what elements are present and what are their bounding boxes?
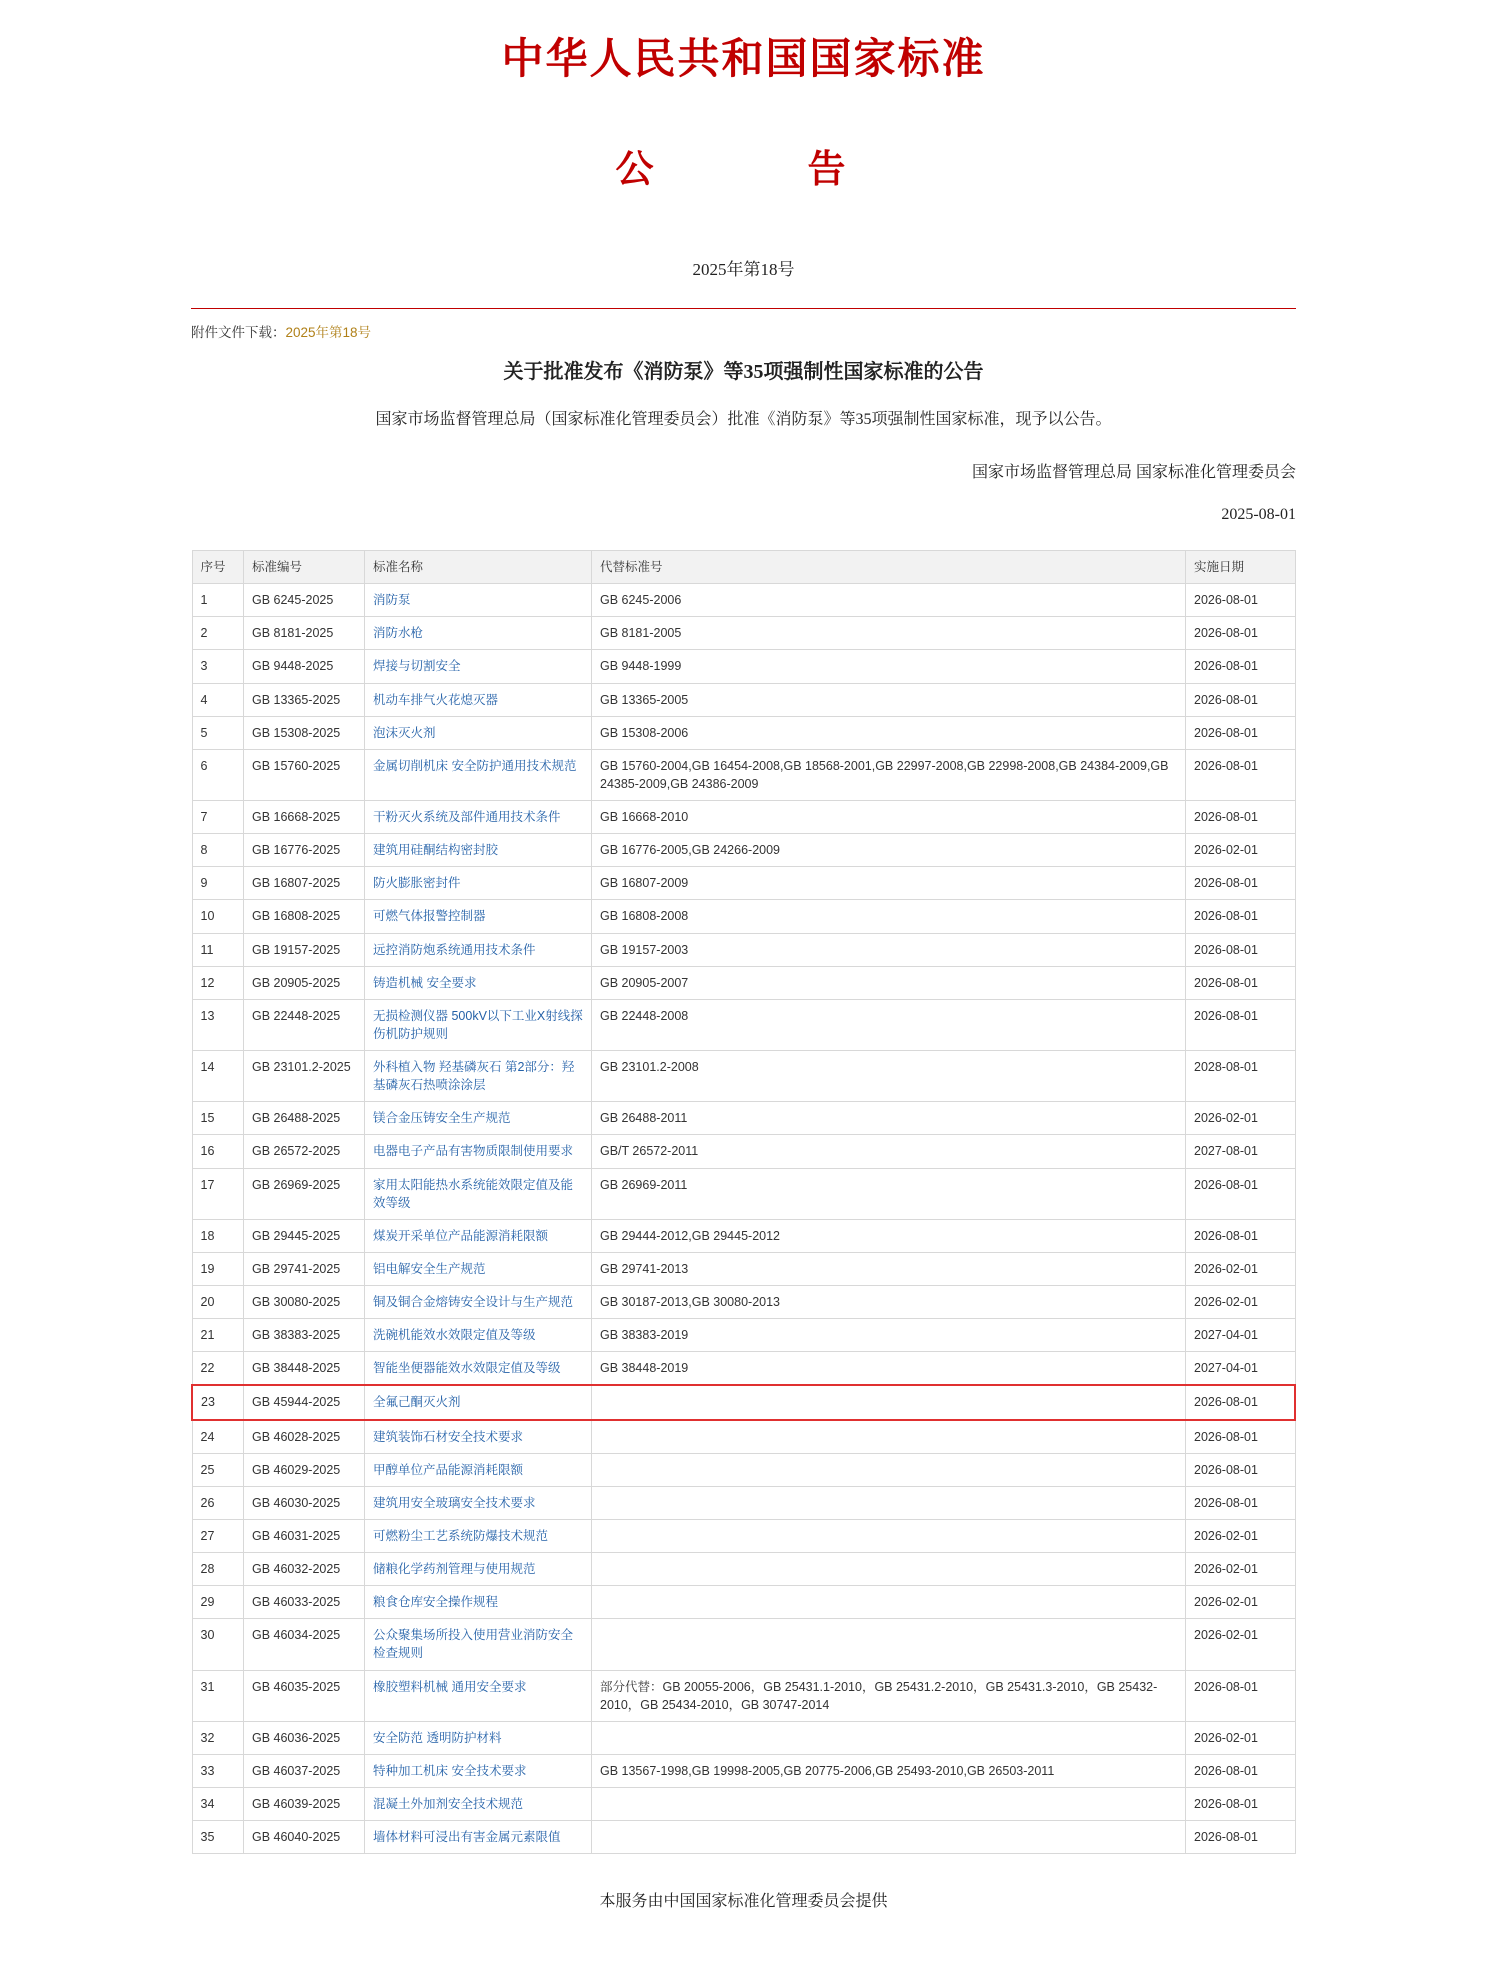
cell-standard-name[interactable]: 建筑用硅酮结构密封胶 (365, 834, 592, 867)
table-row (192, 716, 1295, 749)
table-row (192, 1102, 1295, 1135)
cell-index: 17 (192, 1168, 244, 1219)
table-row (192, 1519, 1295, 1552)
table-row (192, 933, 1295, 966)
cell-standard-name[interactable]: 安全防范 透明防护材料 (365, 1721, 592, 1754)
cell-standard-name[interactable]: 公众聚集场所投入使用营业消防安全检查规则 (365, 1619, 592, 1670)
cell-effective-date: 2026-08-01 (1186, 1670, 1296, 1721)
cell-standard-code: GB 46039-2025 (244, 1788, 365, 1821)
cell-standard-name[interactable]: 消防泵 (365, 584, 592, 617)
cell-replaced-standard: GB 16807-2009 (592, 867, 1186, 900)
cell-standard-name[interactable]: 洗碗机能效水效限定值及等级 (365, 1319, 592, 1352)
cell-effective-date: 2026-02-01 (1186, 1721, 1296, 1754)
table-row (192, 1821, 1295, 1854)
cell-standard-name[interactable]: 煤炭开采单位产品能源消耗限额 (365, 1219, 592, 1252)
cell-effective-date: 2026-02-01 (1186, 1519, 1296, 1552)
cell-standard-code: GB 46034-2025 (244, 1619, 365, 1670)
cell-standard-name[interactable]: 可燃粉尘工艺系统防爆技术规范 (365, 1519, 592, 1552)
document-body: 国家市场监督管理总局（国家标准化管理委员会）批准《消防泵》等35项强制性国家标准，现予以公告。 (375, 411, 1112, 428)
cell-standard-code: GB 46037-2025 (244, 1754, 365, 1787)
cell-index: 26 (192, 1486, 244, 1519)
table-row (192, 1586, 1295, 1619)
cell-replaced-standard: GB 22448-2008 (592, 999, 1186, 1050)
table-row (192, 834, 1295, 867)
cell-index: 29 (192, 1586, 244, 1619)
cell-effective-date: 2027-04-01 (1186, 1352, 1296, 1386)
cell-index: 31 (192, 1670, 244, 1721)
cell-standard-code: GB 16668-2025 (244, 801, 365, 834)
cell-index: 32 (192, 1721, 244, 1754)
cell-effective-date: 2026-08-01 (1186, 584, 1296, 617)
cell-standard-name[interactable]: 镁合金压铸安全生产规范 (365, 1102, 592, 1135)
cell-replaced-standard (592, 1519, 1186, 1552)
cell-effective-date: 2028-08-01 (1186, 1051, 1296, 1102)
cell-effective-date: 2026-08-01 (1186, 900, 1296, 933)
cell-standard-code: GB 46035-2025 (244, 1670, 365, 1721)
cell-effective-date: 2026-02-01 (1186, 834, 1296, 867)
cell-standard-name[interactable]: 干粉灭火系统及部件通用技术条件 (365, 801, 592, 834)
column-header-name: 标准名称 (365, 551, 592, 584)
table-row (192, 801, 1295, 834)
table-row (192, 1754, 1295, 1787)
cell-replaced-standard: GB 16668-2010 (592, 801, 1186, 834)
cell-replaced-standard (592, 1553, 1186, 1586)
cell-standard-code: GB 46033-2025 (244, 1586, 365, 1619)
cell-effective-date: 2026-08-01 (1186, 1453, 1296, 1486)
cell-effective-date: 2026-08-01 (1186, 1486, 1296, 1519)
cell-effective-date: 2026-02-01 (1186, 1252, 1296, 1285)
table-row (192, 1453, 1295, 1486)
cell-index: 7 (192, 801, 244, 834)
cell-replaced-standard: GB 15308-2006 (592, 716, 1186, 749)
cell-index: 23 (192, 1385, 244, 1419)
standards-table (191, 550, 1296, 1854)
cell-standard-code: GB 19157-2025 (244, 933, 365, 966)
cell-effective-date: 2026-08-01 (1186, 867, 1296, 900)
cell-effective-date: 2026-08-01 (1186, 1420, 1296, 1454)
cell-standard-code: GB 30080-2025 (244, 1286, 365, 1319)
cell-effective-date: 2026-08-01 (1186, 1385, 1296, 1419)
cell-index: 5 (192, 716, 244, 749)
cell-standard-code: GB 9448-2025 (244, 650, 365, 683)
table-row (192, 1670, 1295, 1721)
cell-index: 18 (192, 1219, 244, 1252)
cell-index: 34 (192, 1788, 244, 1821)
cell-effective-date: 2027-04-01 (1186, 1319, 1296, 1352)
table-row (192, 1135, 1295, 1168)
cell-index: 14 (192, 1051, 244, 1102)
cell-standard-code: GB 46028-2025 (244, 1420, 365, 1454)
cell-replaced-standard: GB 20905-2007 (592, 966, 1186, 999)
cell-effective-date: 2026-02-01 (1186, 1553, 1296, 1586)
table-row (192, 1252, 1295, 1285)
cell-standard-name[interactable]: 智能坐便器能效水效限定值及等级 (365, 1352, 592, 1386)
table-row (192, 1553, 1295, 1586)
cell-effective-date: 2026-08-01 (1186, 1821, 1296, 1854)
table-row (192, 1319, 1295, 1352)
cell-standard-code: GB 46032-2025 (244, 1553, 365, 1586)
cell-index: 35 (192, 1821, 244, 1854)
table-row (192, 999, 1295, 1050)
cell-standard-name[interactable]: 远控消防炮系统通用技术条件 (365, 933, 592, 966)
attachment-download-link[interactable]: 2025年第18号 (285, 325, 372, 340)
cell-standard-code: GB 15760-2025 (244, 749, 365, 800)
column-header-no: 序号 (192, 551, 244, 584)
cell-index: 16 (192, 1135, 244, 1168)
attachment-line (191, 309, 1296, 341)
document-date: 2025-08-01 (1221, 506, 1296, 523)
cell-index: 9 (192, 867, 244, 900)
page-subtitle: 公 告 (615, 149, 872, 191)
cell-standard-code: GB 46031-2025 (244, 1519, 365, 1552)
table-row (192, 617, 1295, 650)
cell-effective-date: 2026-08-01 (1186, 1754, 1296, 1787)
cell-replaced-standard: GB 6245-2006 (592, 584, 1186, 617)
cell-index: 21 (192, 1319, 244, 1352)
cell-replaced-standard (592, 1619, 1186, 1670)
table-row (192, 1486, 1295, 1519)
cell-standard-code: GB 46030-2025 (244, 1486, 365, 1519)
table-body (192, 584, 1295, 1854)
cell-index: 12 (192, 966, 244, 999)
cell-standard-name[interactable]: 可燃气体报警控制器 (365, 900, 592, 933)
cell-effective-date: 2026-08-01 (1186, 716, 1296, 749)
cell-standard-name[interactable]: 甲醇单位产品能源消耗限额 (365, 1453, 592, 1486)
cell-replaced-standard: GB 19157-2003 (592, 933, 1186, 966)
cell-replaced-standard (592, 1420, 1186, 1454)
table-row (192, 749, 1295, 800)
cell-index: 1 (192, 584, 244, 617)
cell-index: 11 (192, 933, 244, 966)
cell-standard-name[interactable]: 粮食仓库安全操作规程 (365, 1586, 592, 1619)
cell-standard-code: GB 16808-2025 (244, 900, 365, 933)
cell-replaced-standard (592, 1385, 1186, 1419)
cell-standard-name[interactable]: 储粮化学药剂管理与使用规范 (365, 1553, 592, 1586)
table-row (192, 1788, 1295, 1821)
cell-standard-name[interactable]: 无损检测仪器 500kV以下工业X射线探伤机防护规则 (365, 999, 592, 1050)
table-row (192, 584, 1295, 617)
page-title: 中华人民共和国国家标准 (501, 37, 986, 83)
table-row (192, 1168, 1295, 1219)
cell-standard-code: GB 16776-2025 (244, 834, 365, 867)
cell-effective-date: 2026-08-01 (1186, 999, 1296, 1050)
cell-replaced-standard: GB 29444-2012,GB 29445-2012 (592, 1219, 1186, 1252)
cell-effective-date: 2026-08-01 (1186, 966, 1296, 999)
cell-replaced-standard: GB 23101.2-2008 (592, 1051, 1186, 1102)
cell-effective-date: 2026-08-01 (1186, 933, 1296, 966)
table-row (192, 1051, 1295, 1102)
cell-replaced-standard: GB 30187-2013,GB 30080-2013 (592, 1286, 1186, 1319)
cell-standard-code: GB 6245-2025 (244, 584, 365, 617)
cell-standard-name[interactable]: 墙体材料可浸出有害金属元素限值 (365, 1821, 592, 1854)
cell-standard-code: GB 22448-2025 (244, 999, 365, 1050)
cell-effective-date: 2026-02-01 (1186, 1102, 1296, 1135)
cell-replaced-standard: GB 13567-1998,GB 19998-2005,GB 20775-2006,GB 25493-2010,GB 26503-2011 (592, 1754, 1186, 1787)
cell-replaced-standard (592, 1586, 1186, 1619)
cell-replaced-standard (592, 1486, 1186, 1519)
cell-index: 25 (192, 1453, 244, 1486)
cell-standard-name[interactable]: 机动车排气火花熄灭器 (365, 683, 592, 716)
cell-replaced-standard: GB 15760-2004,GB 16454-2008,GB 18568-2001,GB 22997-2008,GB 22998-2008,GB 24384-2009,GB 24385-2009,GB 24386-2009 (592, 749, 1186, 800)
cell-standard-name[interactable]: 焊接与切割安全 (365, 650, 592, 683)
cell-standard-code: GB 20905-2025 (244, 966, 365, 999)
cell-replaced-standard (592, 1721, 1186, 1754)
cell-standard-code: GB 38448-2025 (244, 1352, 365, 1386)
cell-standard-name[interactable]: 特种加工机床 安全技术要求 (365, 1754, 592, 1787)
cell-standard-name[interactable]: 橡胶塑料机械 通用安全要求 (365, 1670, 592, 1721)
cell-standard-code: GB 29741-2025 (244, 1252, 365, 1285)
cell-replaced-standard: GB 9448-1999 (592, 650, 1186, 683)
cell-replaced-standard (592, 1788, 1186, 1821)
cell-replaced-standard: GB/T 26572-2011 (592, 1135, 1186, 1168)
cell-replaced-standard (592, 1453, 1186, 1486)
cell-replaced-standard: GB 26969-2011 (592, 1168, 1186, 1219)
table-row (192, 683, 1295, 716)
cell-effective-date: 2026-08-01 (1186, 1788, 1296, 1821)
cell-replaced-standard: GB 8181-2005 (592, 617, 1186, 650)
cell-index: 10 (192, 900, 244, 933)
cell-index: 4 (192, 683, 244, 716)
cell-index: 24 (192, 1420, 244, 1454)
column-header-code: 标准编号 (244, 551, 365, 584)
cell-standard-code: GB 13365-2025 (244, 683, 365, 716)
cell-standard-code: GB 46036-2025 (244, 1721, 365, 1754)
cell-standard-code: GB 23101.2-2025 (244, 1051, 365, 1102)
issue-number: 2025年第18号 (692, 260, 795, 279)
cell-standard-code: GB 38383-2025 (244, 1319, 365, 1352)
cell-replaced-standard (592, 1821, 1186, 1854)
cell-effective-date: 2026-08-01 (1186, 749, 1296, 800)
cell-standard-name[interactable]: 混凝土外加剂安全技术规范 (365, 1788, 592, 1821)
table-row (192, 1286, 1295, 1319)
column-header-replace: 代替标准号 (592, 551, 1186, 584)
cell-replaced-standard: GB 16808-2008 (592, 900, 1186, 933)
attachment-label: 附件文件下载： (191, 325, 286, 340)
cell-standard-name[interactable]: 家用太阳能热水系统能效限定值及能效等级 (365, 1168, 592, 1219)
table-row (192, 1420, 1295, 1454)
cell-effective-date: 2026-08-01 (1186, 683, 1296, 716)
cell-standard-code: GB 26572-2025 (244, 1135, 365, 1168)
cell-standard-code: GB 45944-2025 (244, 1385, 365, 1419)
cell-replaced-standard: GB 16776-2005,GB 24266-2009 (592, 834, 1186, 867)
cell-standard-name[interactable]: 泡沫灭火剂 (365, 716, 592, 749)
cell-index: 20 (192, 1286, 244, 1319)
cell-standard-code: GB 46029-2025 (244, 1453, 365, 1486)
cell-index: 13 (192, 999, 244, 1050)
cell-index: 22 (192, 1352, 244, 1386)
cell-index: 30 (192, 1619, 244, 1670)
cell-standard-name[interactable]: 防火膨胀密封件 (365, 867, 592, 900)
cell-standard-code: GB 29445-2025 (244, 1219, 365, 1252)
cell-replaced-standard: GB 38383-2019 (592, 1319, 1186, 1352)
cell-standard-name[interactable]: 消防水枪 (365, 617, 592, 650)
cell-standard-name[interactable]: 建筑用安全玻璃安全技术要求 (365, 1486, 592, 1519)
table-row (192, 1619, 1295, 1670)
cell-index: 19 (192, 1252, 244, 1285)
cell-standard-code: GB 26488-2025 (244, 1102, 365, 1135)
cell-index: 2 (192, 617, 244, 650)
cell-standard-name[interactable]: 铸造机械 安全要求 (365, 966, 592, 999)
cell-standard-name[interactable]: 铝电解安全生产规范 (365, 1252, 592, 1285)
table-header-row (192, 551, 1295, 584)
cell-replaced-standard: GB 26488-2011 (592, 1102, 1186, 1135)
cell-standard-name[interactable]: 铜及铜合金熔铸安全设计与生产规范 (365, 1286, 592, 1319)
cell-standard-code: GB 15308-2025 (244, 716, 365, 749)
table-row (192, 1721, 1295, 1754)
cell-effective-date: 2026-08-01 (1186, 801, 1296, 834)
cell-standard-name[interactable]: 建筑装饰石材安全技术要求 (365, 1420, 592, 1454)
cell-effective-date: 2026-08-01 (1186, 650, 1296, 683)
footer-note: 本服务由中国国家标准化管理委员会提供 (599, 1893, 888, 1911)
table-row (192, 966, 1295, 999)
cell-effective-date: 2026-08-01 (1186, 617, 1296, 650)
table-row (192, 650, 1295, 683)
cell-standard-name[interactable]: 外科植入物 羟基磷灰石 第2部分：羟基磷灰石热喷涂涂层 (365, 1051, 592, 1102)
cell-standard-code: GB 26969-2025 (244, 1168, 365, 1219)
cell-index: 3 (192, 650, 244, 683)
cell-index: 28 (192, 1553, 244, 1586)
cell-replaced-standard: GB 29741-2013 (592, 1252, 1186, 1285)
document-title: 关于批准发布《消防泵》等35项强制性国家标准的公告 (503, 361, 984, 383)
column-header-date: 实施日期 (1186, 551, 1296, 584)
cell-replaced-standard: 部分代替：GB 20055-2006，GB 25431.1-2010，GB 25431.2-2010，GB 25431.3-2010，GB 25432-2010，GB 25434-2010，GB 30747-2014 (592, 1670, 1186, 1721)
cell-effective-date: 2026-08-01 (1186, 1168, 1296, 1219)
cell-effective-date: 2027-08-01 (1186, 1135, 1296, 1168)
cell-standard-name[interactable]: 电器电子产品有害物质限制使用要求 (365, 1135, 592, 1168)
cell-standard-code: GB 16807-2025 (244, 867, 365, 900)
table-row (192, 867, 1295, 900)
table-row (192, 1352, 1295, 1386)
cell-effective-date: 2026-08-01 (1186, 1219, 1296, 1252)
cell-effective-date: 2026-02-01 (1186, 1286, 1296, 1319)
cell-replaced-standard: GB 13365-2005 (592, 683, 1186, 716)
cell-standard-name[interactable]: 金属切削机床 安全防护通用技术规范 (365, 749, 592, 800)
cell-standard-code: GB 46040-2025 (244, 1821, 365, 1854)
cell-index: 15 (192, 1102, 244, 1135)
table-row (192, 1385, 1295, 1419)
table-row (192, 900, 1295, 933)
cell-effective-date: 2026-02-01 (1186, 1619, 1296, 1670)
cell-index: 8 (192, 834, 244, 867)
table-row (192, 1219, 1295, 1252)
cell-replaced-standard: GB 38448-2019 (592, 1352, 1186, 1386)
cell-index: 27 (192, 1519, 244, 1552)
cell-index: 33 (192, 1754, 244, 1787)
cell-standard-name[interactable]: 全氟己酮灭火剂 (365, 1385, 592, 1419)
cell-standard-code: GB 8181-2025 (244, 617, 365, 650)
document-signature: 国家市场监督管理总局 国家标准化管理委员会 (971, 464, 1296, 481)
cell-effective-date: 2026-02-01 (1186, 1586, 1296, 1619)
cell-index: 6 (192, 749, 244, 800)
